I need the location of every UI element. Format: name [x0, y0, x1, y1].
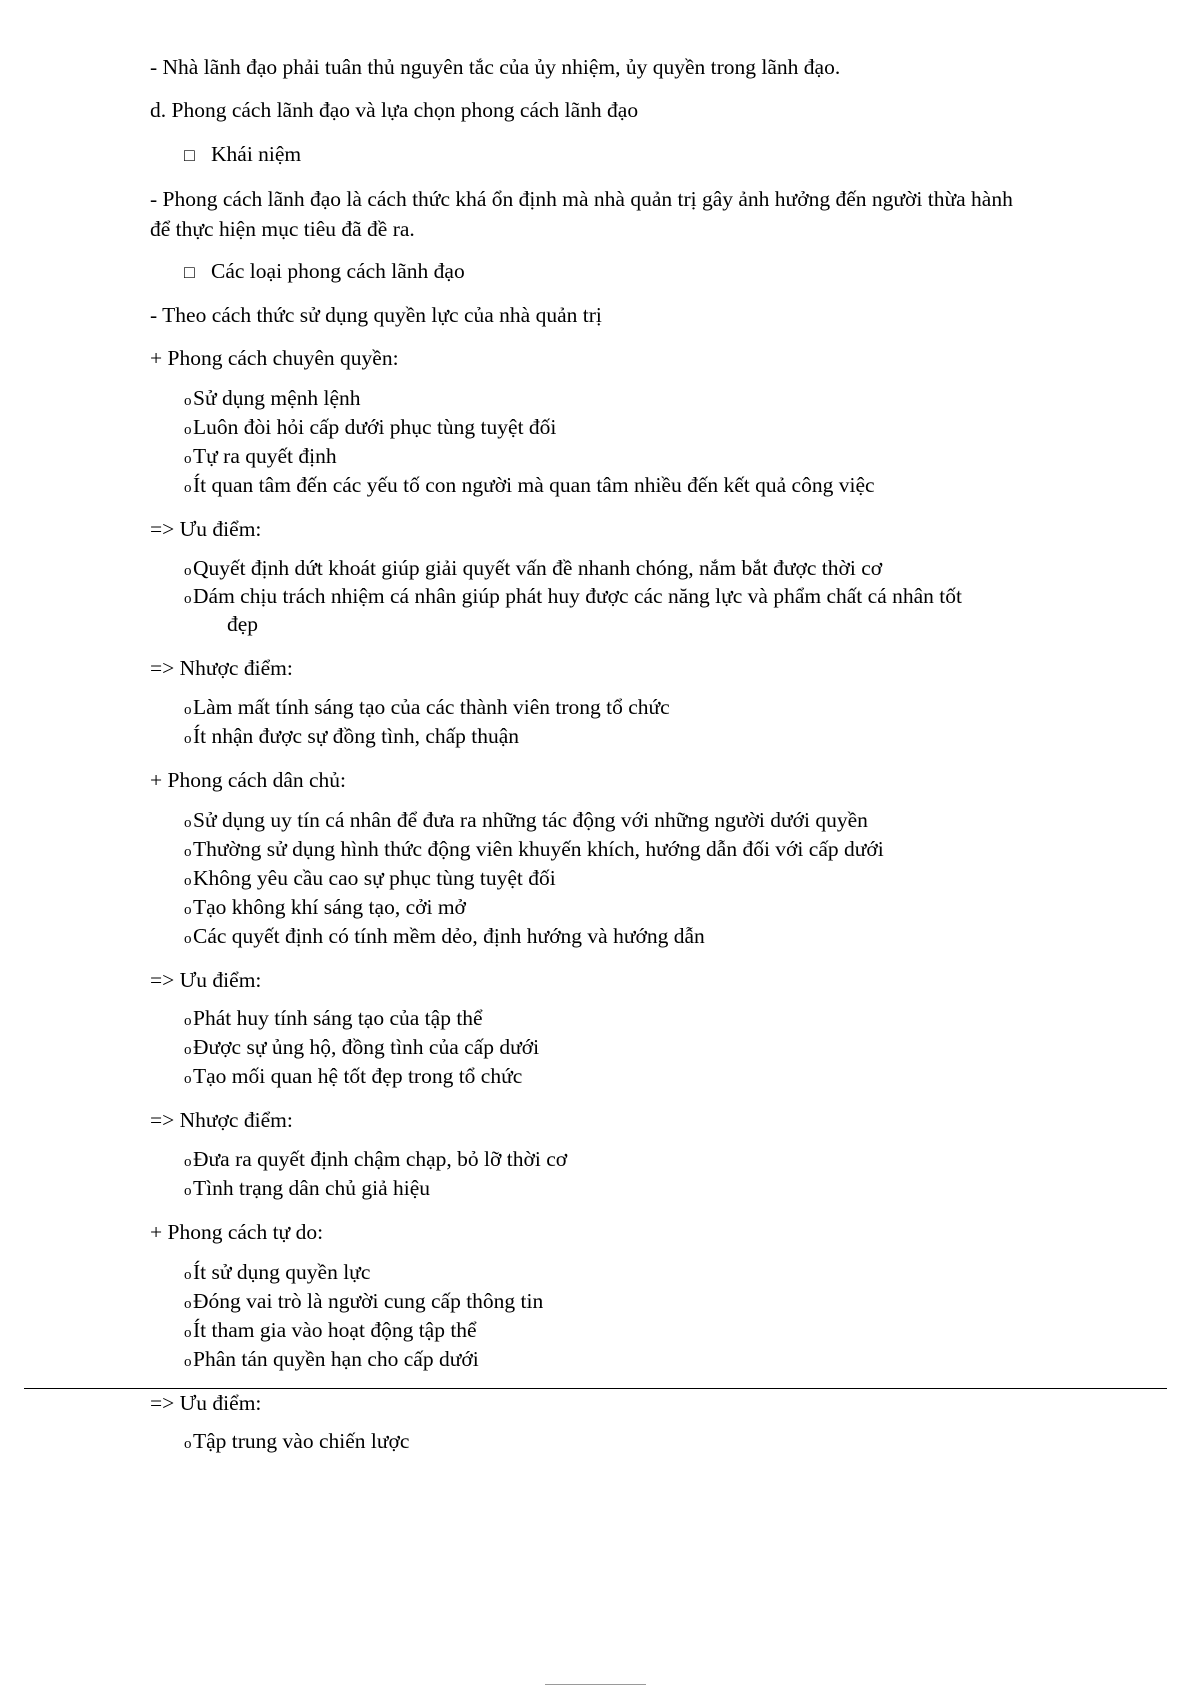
- bullet-marker: o: [184, 1436, 192, 1453]
- bullet-list: [150, 807, 1031, 951]
- list-item-text: [193, 1034, 539, 1062]
- list-item-text: [193, 1288, 543, 1316]
- list-item-text-continuation: đẹp: [227, 612, 259, 637]
- list-item-text-main: Tạo không khí sáng tạo, cởi mở: [193, 895, 466, 920]
- result-line: => Ưu điểm:: [150, 967, 262, 992]
- list-item-text-main: Không yêu cầu cao sự phục tùng tuyệt đối: [193, 866, 556, 891]
- bullet-list: [150, 555, 1031, 640]
- bullet-list: [150, 694, 1031, 751]
- list-item: [184, 694, 1031, 722]
- result-line: => Ưu điểm:: [150, 1390, 262, 1415]
- square-bullet-icon: □: [184, 261, 195, 282]
- list-item: [184, 865, 1031, 893]
- list-item: [184, 1034, 1031, 1062]
- bullet-list: [150, 1146, 1031, 1203]
- bullet-marker: o: [184, 1071, 192, 1088]
- list-item-text: [193, 414, 556, 442]
- list-item-text: [193, 1146, 567, 1174]
- text-line: - Nhà lãnh đạo phải tuân thủ nguyên tắc của ủy nhiệm, ủy quyền trong lãnh đạo.: [150, 55, 841, 79]
- bullet-marker: o: [184, 451, 192, 468]
- list-item-text-main: Sử dụng mệnh lệnh: [193, 386, 361, 411]
- list-item-text: [193, 1063, 522, 1091]
- text-line: + Phong cách chuyên quyền:: [150, 345, 399, 370]
- list-item-text-main: Phát huy tính sáng tạo của tập thể: [193, 1006, 483, 1031]
- list-item-text: [193, 1317, 477, 1345]
- bullet-marker: o: [184, 1013, 192, 1030]
- bullet-marker: o: [184, 1182, 192, 1199]
- list-item: [184, 1428, 1031, 1456]
- list-item: [184, 1146, 1031, 1174]
- list-item-text: [193, 694, 670, 722]
- list-item: [184, 443, 1031, 471]
- bullet-marker: o: [184, 931, 192, 948]
- list-item-text-main: Tự ra quyết định: [193, 444, 337, 469]
- list-item-text: [193, 443, 337, 471]
- bullet-marker: o: [184, 701, 192, 718]
- bullet-marker: o: [184, 1325, 192, 1342]
- bullet-marker: o: [184, 1354, 192, 1370]
- list-item-text: [193, 1346, 479, 1374]
- list-item-text-main: Làm mất tính sáng tạo của các thành viên trong tổ chức: [193, 694, 670, 719]
- bullet-marker: o: [184, 480, 192, 497]
- list-item-text: [193, 1175, 430, 1203]
- bullet-list: [150, 385, 1031, 500]
- list-item-text-main: Được sự ủng hộ, đồng tình của cấp dưới: [193, 1035, 540, 1060]
- list-item: [184, 1175, 1031, 1203]
- list-item: [184, 583, 1031, 639]
- list-item: [184, 1288, 1031, 1316]
- list-item-text-main: Luôn đòi hỏi cấp dưới phục tùng tuyệt đối: [193, 415, 557, 440]
- bullet-marker: o: [184, 902, 192, 919]
- list-item-text-main: Quyết định dứt khoát giúp giải quyết vấn đề nhanh chóng, nắm bắt được thời cơ: [193, 555, 883, 580]
- list-item-text: [193, 923, 705, 951]
- list-item: [184, 385, 1031, 413]
- bullet-marker: o: [184, 562, 192, 579]
- text-line: + Phong cách tự do:: [150, 1219, 324, 1244]
- list-item-text-main: Tình trạng dân chủ giả hiệu: [193, 1175, 431, 1200]
- sub-heading-text: Các loại phong cách lãnh đạo: [211, 258, 465, 283]
- list-item-text-main: Đưa ra quyết định chậm chạp, bỏ lỡ thời cơ: [193, 1146, 568, 1171]
- list-item-text-main: Tạo mối quan hệ tốt đẹp trong tổ chức: [193, 1064, 523, 1089]
- list-item-text: [193, 836, 884, 864]
- bullet-marker: o: [184, 422, 192, 439]
- bullet-list: [150, 1428, 1031, 1456]
- bullet-list: [150, 1259, 1031, 1374]
- list-item-text: [193, 583, 962, 639]
- list-item-text: [193, 555, 882, 583]
- section-heading: d. Phong cách lãnh đạo và lựa chọn phong cách lãnh đạo: [150, 97, 639, 122]
- list-item: [184, 1346, 1031, 1374]
- bullet-marker: o: [184, 873, 192, 890]
- list-item-text: [193, 385, 361, 413]
- bullet-marker: o: [184, 591, 192, 608]
- list-item: [184, 1259, 1031, 1287]
- list-item-text: [193, 1428, 409, 1456]
- result-line: => Nhược điểm:: [150, 656, 293, 681]
- result-line: => Nhược điểm:: [150, 1108, 293, 1133]
- list-item-text-main: Ít tham gia vào hoạt động tập thể: [193, 1318, 477, 1343]
- sub-heading-text: Khái niệm: [211, 142, 302, 167]
- list-item: [184, 807, 1031, 835]
- list-item-text-main: Sử dụng uy tín cá nhân để đưa ra những tác động với những người dưới quyền: [193, 808, 868, 833]
- list-item-text-main: Tập trung vào chiến lược: [193, 1429, 410, 1454]
- bullet-marker: o: [184, 393, 192, 410]
- bullet-marker: o: [184, 1042, 192, 1059]
- list-item: [184, 1317, 1031, 1345]
- square-bullet-icon: □: [184, 145, 195, 166]
- list-item-text-main: Ít quan tâm đến các yếu tố con người mà quan tâm nhiều đến kết quả công việc: [193, 473, 875, 498]
- list-item-text: [193, 723, 519, 751]
- list-item-text-main: Dám chịu trách nhiệm cá nhân giúp phát huy được các năng lực và phẩm chất cá nhân tốt: [193, 584, 962, 609]
- footer-divider: [24, 1388, 1167, 1389]
- list-item: [184, 1005, 1031, 1033]
- bullet-marker: o: [184, 815, 192, 832]
- sub-heading: [150, 139, 1031, 170]
- text-line: + Phong cách dân chủ:: [150, 767, 347, 792]
- list-item: [184, 923, 1031, 951]
- list-item-text: [193, 865, 556, 893]
- list-item-text-main: Đóng vai trò là người cung cấp thông tin: [193, 1289, 544, 1314]
- bullet-marker: o: [184, 844, 192, 861]
- list-item-text: [193, 807, 868, 835]
- list-item-text-main: Các quyết định có tính mềm dẻo, định hướng và hướng dẫn: [193, 924, 705, 949]
- list-item: [184, 414, 1031, 442]
- bullet-list: [150, 1005, 1031, 1091]
- list-item-text: [193, 472, 875, 500]
- sub-heading: [150, 256, 1031, 287]
- list-item: [184, 555, 1031, 583]
- list-item: [184, 723, 1031, 751]
- list-item-text-main: Ít nhận được sự đồng tình, chấp thuận: [193, 723, 520, 748]
- bullet-marker: o: [184, 1267, 192, 1284]
- document-body: [150, 52, 1031, 1456]
- list-item-text: [193, 1005, 483, 1033]
- list-item: [184, 472, 1031, 500]
- bullet-marker: o: [184, 730, 192, 747]
- paragraph: - Phong cách lãnh đạo là cách thức khá ổn định mà nhà quản trị gây ảnh hưởng đến người thừa hành để thực hiện mục tiêu đã đề ra.: [150, 186, 1013, 241]
- list-item-text-main: Ít sử dụng quyền lực: [193, 1260, 371, 1285]
- list-item-text: [193, 1259, 370, 1287]
- bullet-marker: o: [184, 1296, 192, 1313]
- list-item: [184, 836, 1031, 864]
- result-line: => Ưu điểm:: [150, 517, 262, 542]
- text-line: - Theo cách thức sử dụng quyền lực của nhà quản trị: [150, 303, 602, 328]
- list-item-text: [193, 894, 466, 922]
- list-item-text-main: Thường sử dụng hình thức động viên khuyến khích, hướng dẫn đối với cấp dưới: [193, 837, 884, 862]
- list-item: [184, 1063, 1031, 1091]
- list-item: [184, 894, 1031, 922]
- list-item-text-main: Phân tán quyền hạn cho cấp dưới: [193, 1347, 479, 1371]
- bullet-marker: o: [184, 1153, 192, 1170]
